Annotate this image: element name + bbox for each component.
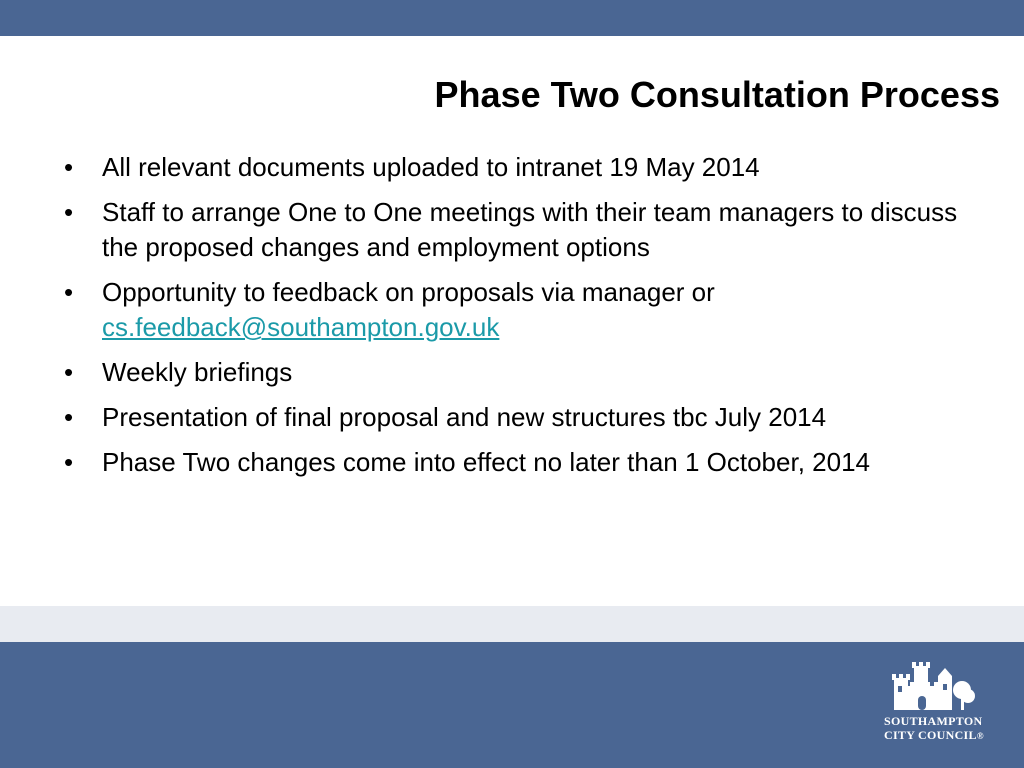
bullet-icon: • bbox=[64, 277, 74, 307]
bullet-item bbox=[64, 400, 964, 435]
bullet-item bbox=[64, 195, 964, 265]
bullet-item bbox=[64, 275, 964, 345]
registered-mark: ® bbox=[976, 731, 984, 741]
bullet-item bbox=[64, 445, 964, 480]
bullet-text: Opportunity to feedback on proposals via manager or bbox=[102, 277, 715, 307]
council-logo bbox=[884, 660, 984, 750]
bullet-list bbox=[64, 150, 964, 490]
bullet-text: Weekly briefings bbox=[102, 357, 293, 387]
bottom-banner bbox=[0, 642, 1024, 768]
logo-line2-text: CITY COUNCIL bbox=[884, 728, 977, 742]
bullet-text: Staff to arrange One to One meetings with their team managers to discuss the proposed changes and employment options bbox=[102, 197, 958, 262]
bullet-icon: • bbox=[64, 402, 74, 432]
footer-band bbox=[0, 606, 1024, 642]
bullet-item bbox=[64, 150, 964, 185]
logo-line2 bbox=[884, 728, 984, 743]
bullet-item bbox=[64, 355, 964, 390]
bullet-text: All relevant documents uploaded to intranet 19 May 2014 bbox=[102, 152, 760, 182]
slide-title: Phase Two Consultation Process bbox=[434, 74, 1000, 115]
top-banner bbox=[0, 0, 1024, 36]
logo-line1: SOUTHAMPTON bbox=[884, 714, 983, 728]
bullet-icon: • bbox=[64, 152, 74, 182]
feedback-email-link[interactable]: cs.feedback@southampton.gov.uk bbox=[102, 312, 500, 342]
bullet-icon: • bbox=[64, 197, 74, 227]
bullet-text: Phase Two changes come into effect no later than 1 October, 2014 bbox=[102, 447, 870, 477]
castle-icon bbox=[888, 660, 978, 712]
bullet-icon: • bbox=[64, 447, 74, 477]
bullet-text: Presentation of final proposal and new structures tbc July 2014 bbox=[102, 402, 827, 432]
bullet-icon: • bbox=[64, 357, 74, 387]
